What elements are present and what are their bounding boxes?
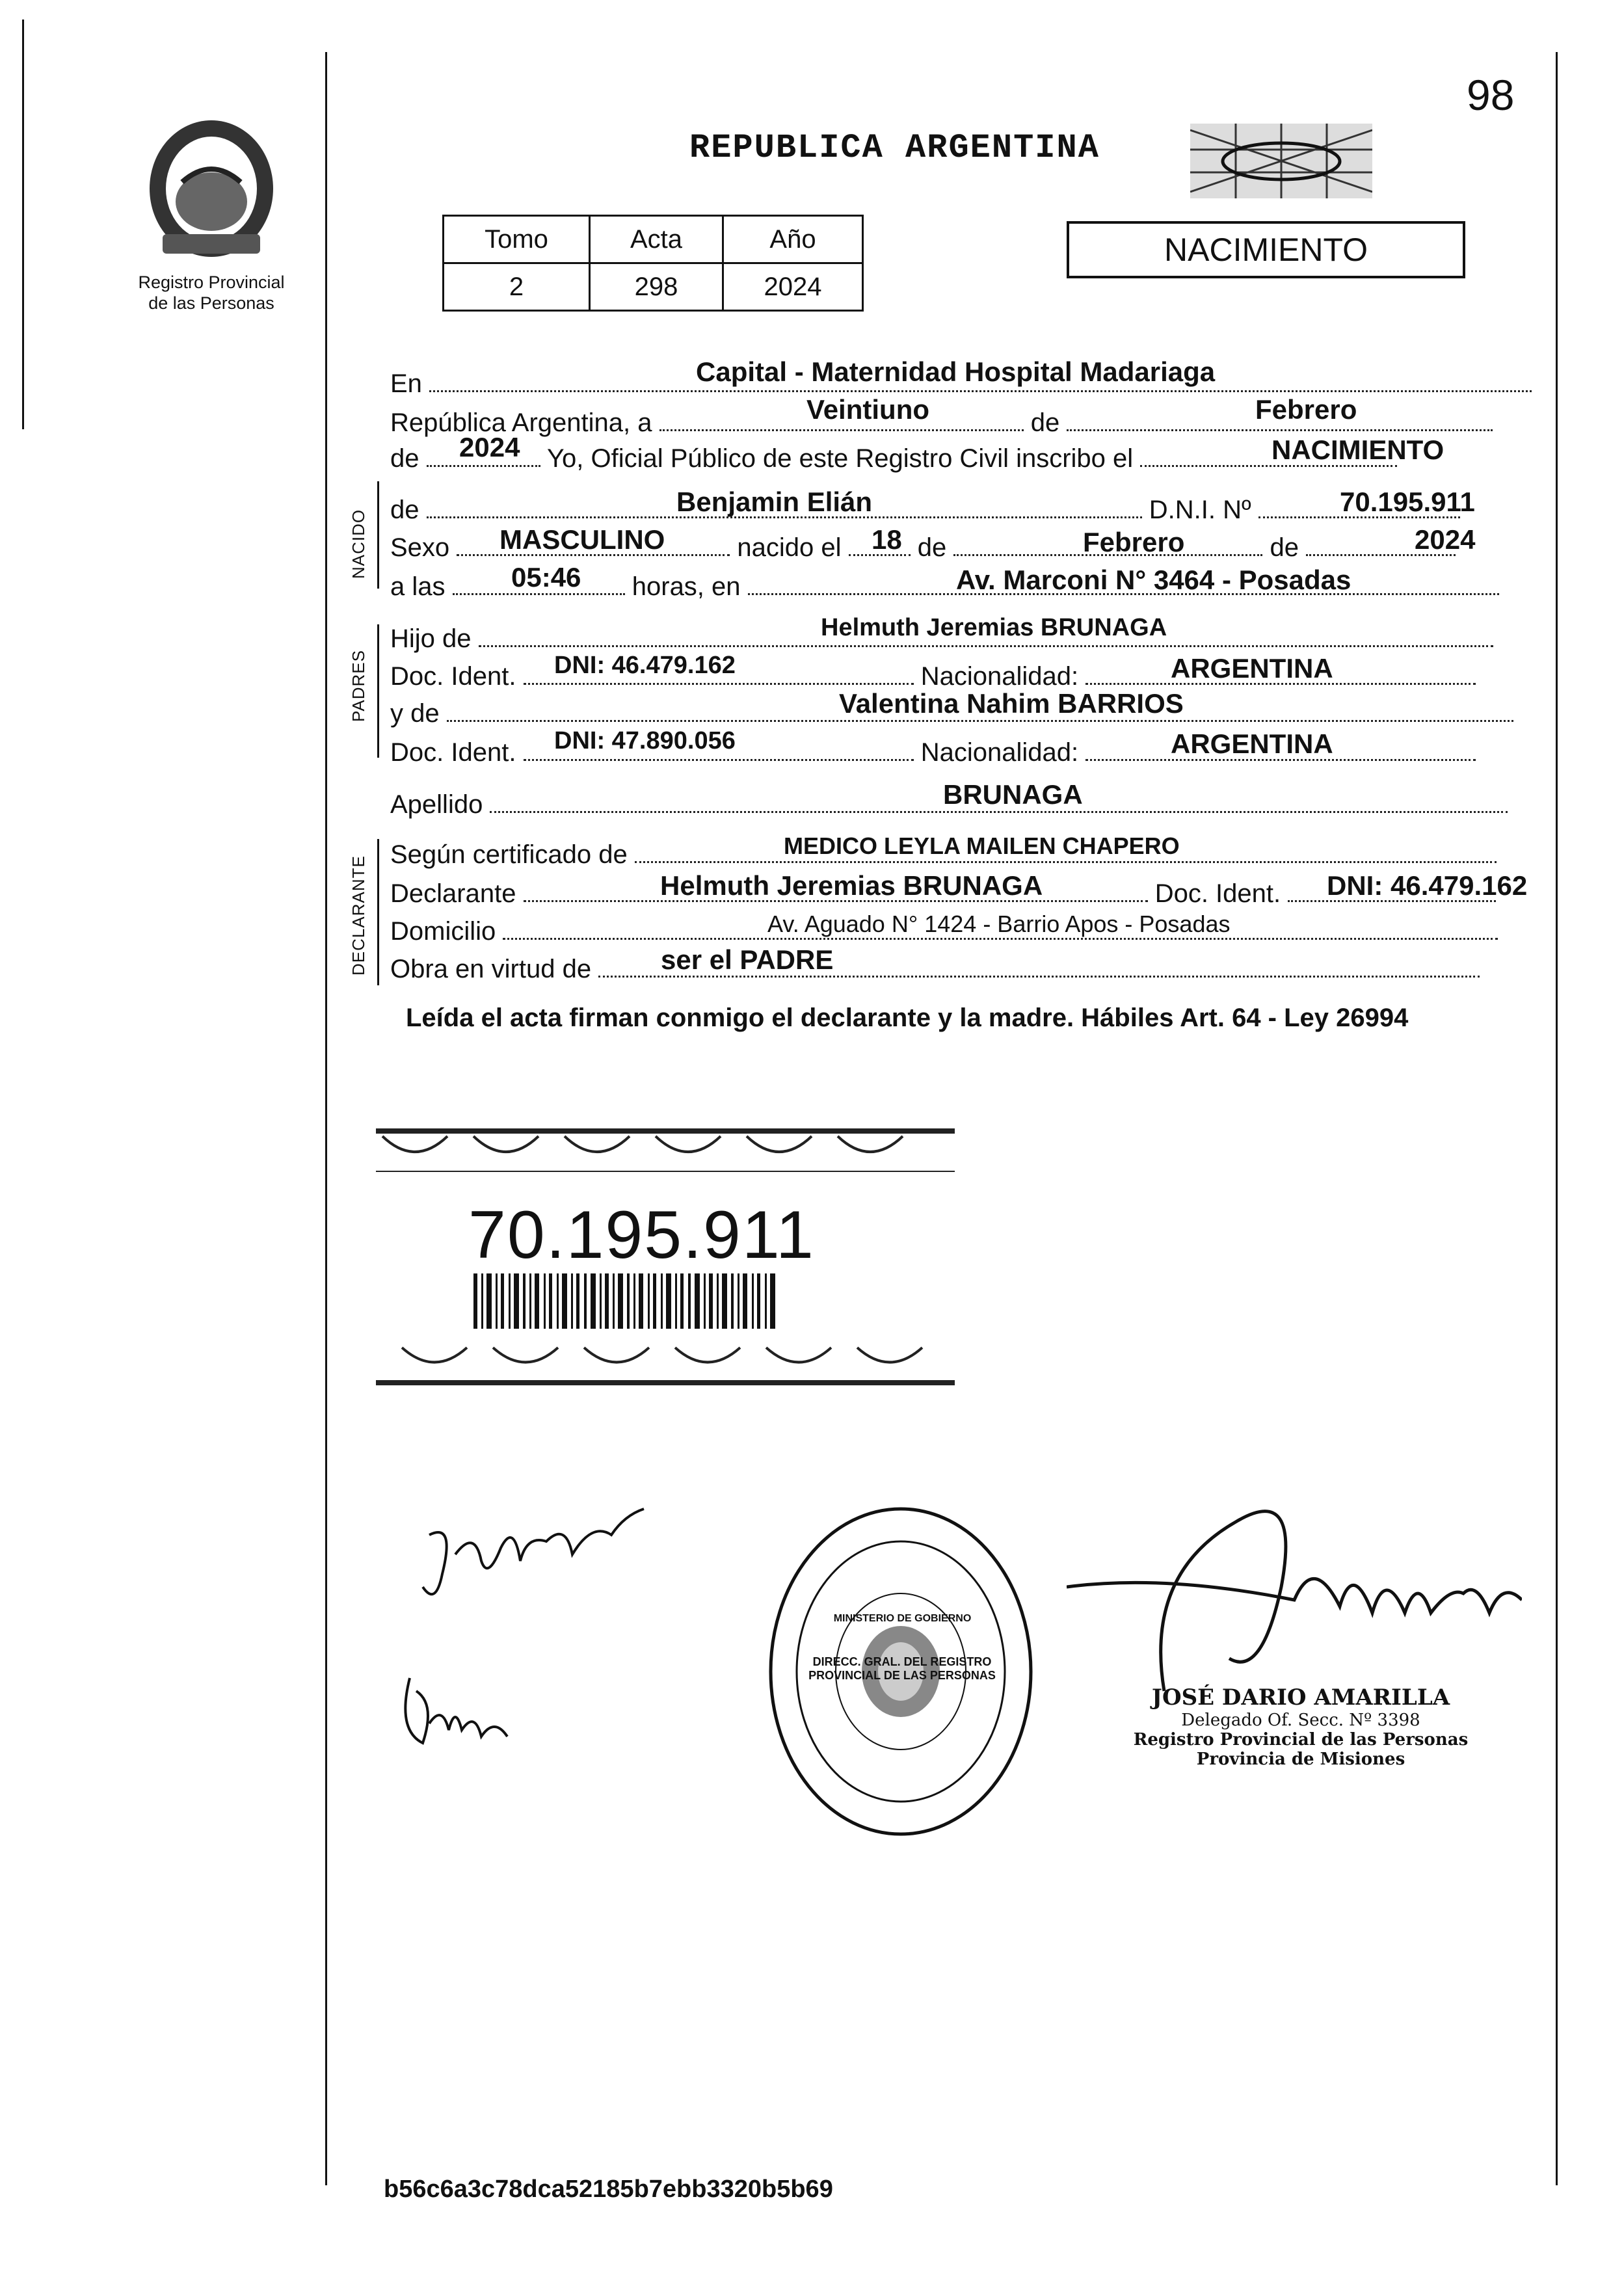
mother-dots [447,720,1513,722]
de-label: de [1030,408,1060,437]
mother-signature-icon [390,1665,520,1756]
padres-bracket [377,624,379,758]
mother-nationality-value: ARGENTINA [1171,728,1333,759]
nacido-bracket [377,481,379,589]
page-title: REPUBLICA ARGENTINA [689,129,1100,167]
declarante-doc-label: Doc. Ident. [1154,879,1281,908]
father-dots [479,645,1493,647]
seal-inner-text: MINISTERIO DE GOBIERNO [833,1613,972,1624]
security-pattern-icon [1190,124,1372,198]
security-banner-top-icon [376,1128,955,1174]
nacido-section-label: NACIDO [349,509,368,579]
declarante-bracket [377,839,379,985]
horas-en-label: horas, en [632,572,741,601]
birth-day-value: 18 [872,524,902,555]
emblem-caption-line1: Registro Provincial [138,273,285,292]
official-stamp-line3: Registro Provincial de las Personas [1133,1730,1469,1750]
record-table-header-row [444,216,863,263]
document-hash: b56c6a3c78dca52185b7ebb3320b5b69 [384,2176,833,2203]
father-doc-value: DNI: 46.479.162 [554,652,736,679]
a-las-label: a las [390,572,446,601]
year-dots [427,465,540,467]
line-obra [390,955,1480,984]
line-year-official [390,444,1397,473]
year-value: 2024 [459,432,520,462]
apellido-label: Apellido [390,790,483,819]
record-type-box: NACIMIENTO [1067,221,1465,278]
mother-doc-value: DNI: 47.890.056 [554,727,736,754]
obra-value: ser el PADRE [661,944,834,975]
republica-dots [659,429,1024,431]
record-table-header-tomo: Tomo [444,216,590,263]
de2-label: de [390,444,419,473]
nacido-el-label: nacido el [737,533,842,562]
domicilio-dots [503,938,1498,940]
mother-doc-dots [524,759,914,761]
nacido-de-label3: de [1270,533,1299,562]
declarante-doc-value: DNI: 46.479.162 [1327,870,1528,901]
father-doc-dots [524,683,914,685]
declarante-section-label: DECLARANTE [349,855,368,976]
official-stamp-line2: Delegado Of. Secc. Nº 3398 [1181,1711,1420,1730]
place-value: Capital - Maternidad Hospital Madariaga [696,356,1216,387]
republica-label: República Argentina, a [390,408,652,437]
official-stamp [1106,1684,1496,1769]
record-table-header-acta: Acta [590,216,723,263]
record-table-value-row [444,263,863,311]
month-dots [1067,429,1493,431]
month-value: Febrero [1255,394,1357,425]
declarante-value: Helmuth Jeremias BRUNAGA [660,870,1043,901]
birth-year-value: 2024 [1415,524,1476,555]
province-emblem-icon [124,104,299,267]
obra-dots [598,976,1480,978]
form-right-border [1556,52,1558,2185]
record-table-ano: 2024 [723,263,863,311]
birth-time-value: 05:46 [511,562,581,593]
father-nac-label: Nacionalidad: [920,662,1079,691]
inscribe-type-value: NACIMIENTO [1271,434,1444,465]
father-name-value: Helmuth Jeremias BRUNAGA [821,614,1167,641]
certificado-dots [635,861,1497,863]
official-stamp-name: JOSÉ DARIO AMARILLA [1151,1684,1450,1711]
page-number: 98 [1467,71,1515,119]
emblem-caption-line2: de las Personas [148,293,274,313]
declarante-label: Declarante [390,879,516,908]
closing-note: Leída el acta firman conmigo el declarante y la madre. Hábiles Art. 64 - Ley 26994 [406,1004,1409,1032]
certificado-label: Según certificado de [390,840,628,869]
record-table-tomo: 2 [444,263,590,311]
mother-doc-label: Doc. Ident. [390,738,516,767]
id-number-large: 70.195.911 [468,1197,815,1273]
dni-label: D.N.I. Nº [1149,496,1251,524]
official-stamp-line4: Provincia de Misiones [1196,1750,1405,1769]
domicilio-value: Av. Aguado N° 1424 - Barrio Apos - Posadas [767,911,1231,937]
security-banner-bottom-icon [376,1341,955,1387]
apellido-value: BRUNAGA [943,779,1083,810]
declarant-signature-icon [416,1496,650,1613]
record-table-acta: 298 [590,263,723,311]
seal-outer-text: DIRECC. GRAL. DEL REGISTRO PROVINCIAL DE LAS PERSONAS [808,1655,996,1682]
certificado-value: MEDICO LEYLA MAILEN CHAPERO [784,832,1180,859]
form-left-border [325,52,327,2185]
hijo-de-label: Hijo de [390,624,472,653]
line-nacido-name [390,496,1460,525]
en-label: En [390,369,422,398]
left-margin-line [22,20,24,429]
birth-place-value: Av. Marconi N° 3464 - Posadas [956,565,1351,595]
domicilio-label: Domicilio [390,917,496,946]
newborn-name-value: Benjamin Elián [676,486,873,517]
en-dots [429,390,1532,392]
province-emblem [124,104,299,267]
newborn-dni-value: 70.195.911 [1340,486,1475,517]
obra-label: Obra en virtud de [390,955,592,983]
nacido-de-label2: de [917,533,947,562]
nacido-de-label: de [390,496,419,524]
record-table-header-ano: Año [723,216,863,263]
time-dots [453,593,625,595]
father-doc-label: Doc. Ident. [390,662,516,691]
mother-name-value: Valentina Nahim BARRIOS [839,688,1184,719]
official-text: Yo, Oficial Público de este Registro Civil inscribo el [547,444,1134,473]
barcode-icon [473,1273,779,1329]
father-nationality-value: ARGENTINA [1171,653,1333,684]
sexo-value: MASCULINO [499,524,665,555]
apellido-dots [490,811,1508,813]
birth-month-value: Febrero [1083,527,1185,557]
emblem-caption [111,272,312,313]
day-words-value: Veintiuno [806,394,929,425]
padres-section-label: PADRES [349,650,368,722]
sexo-label: Sexo [390,533,450,562]
record-table [442,215,864,312]
mother-nac-label: Nacionalidad: [920,738,1079,767]
y-de-label: y de [390,699,440,728]
